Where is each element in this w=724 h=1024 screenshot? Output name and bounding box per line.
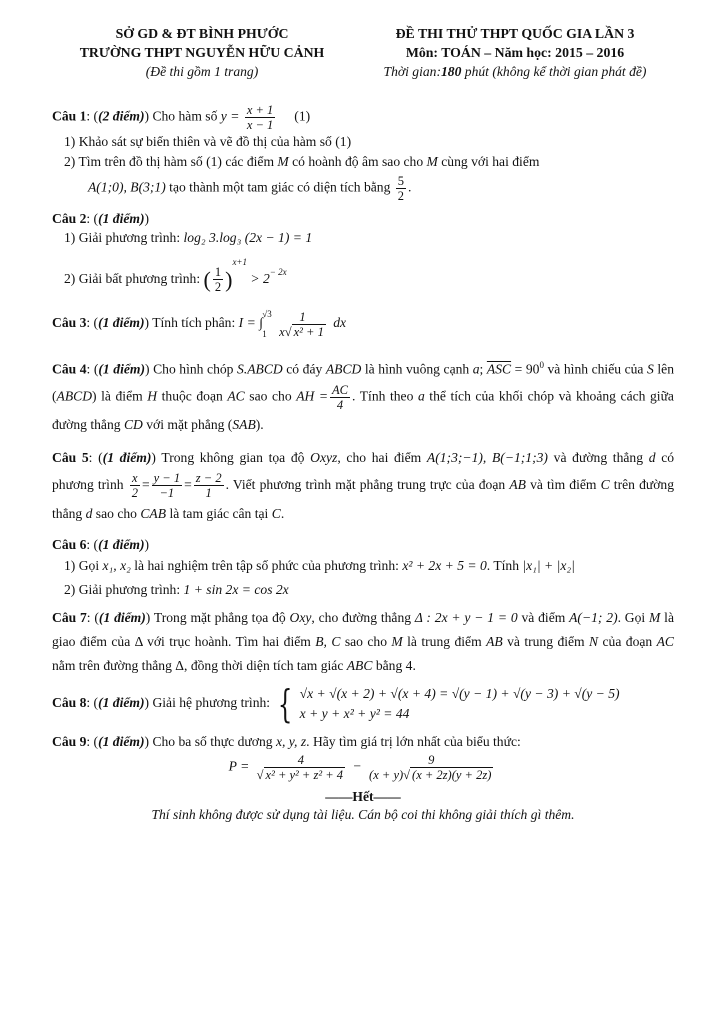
exam-title: ĐỀ THI THỬ THPT QUỐC GIA LẦN 3 — [395, 26, 635, 41]
footer-note: Thí sinh không được sử dụng tài liệu. Cán bộ coi thi không giải thích gì thêm. — [151, 807, 575, 823]
fraction: $\frac{AC}{4}$ — [332, 382, 349, 412]
exam-duration: Thời gian:180 phút (không kể thời gian phát đề) — [383, 64, 647, 79]
question-3: Câu 3: ((1 điểm)) Tính tích phân: I = ∫ √3 1 $\frac{1}{\text{x√ x² + 1}}$ dx — [52, 309, 347, 340]
q6-part2: 2) Giải phương trình: 1 + sin 2x = cos 2x — [64, 582, 289, 598]
question-5: Câu 5: ((1 điểm)) Trong không gian tọa độ Oxyz, cho hai điểm A(1;3;−1), B(−1;1;3) và đường thẳng d có phương trình $\frac{x}{2}$ = $\frac{y - 1}{-1}$ = $\frac{z - 2}{1}$ . Viết phương trình mặt phẳng trung trực của đoạn AB và tìm điểm C trên đường thẳng d sao cho CAB là tam giác cân tại C. — [52, 449, 675, 522]
fraction: $\frac{1}{2}$ — [214, 265, 222, 295]
header-right — [356, 24, 674, 81]
question-2: Câu 2: ((1 điểm)) — [52, 211, 150, 226]
system-row-1: √x + √(x + 2) + √(x + 4) = √(y − 1) + √(y − 3) + √(y − 5) — [299, 686, 620, 702]
fraction: $\frac{x}{2}$ — [131, 471, 138, 501]
fraction: $\frac{y - 1}{-1}$ — [153, 471, 181, 501]
fraction: $\frac{5}{2}$ — [397, 174, 405, 203]
question-8: Câu 8: ((1 điểm)) Giải hệ phương trình: { √x + √(x + 2) + √(x + 4) = √(y − 1) + √(y − 3) + √(y − 5) x + y + x² + y² = 44 — [52, 682, 620, 727]
q2-part1: 1) Giải phương trình: log₂ 3.log₃ (2x − 1) = 1 — [64, 230, 313, 245]
q1-part1: 1) Khảo sát sự biến thiên và vẽ đồ thị của hàm số (1) — [64, 134, 352, 149]
q1-part2: 2) Tìm trên đồ thị hàm số (1) các điểm M có hoành độ âm sao cho M cùng với hai điểm — [64, 154, 540, 169]
system-row-2: x + y + x² + y² = 44 — [299, 706, 410, 722]
school-name: TRƯỜNG THPT NGUYỄN HỮU CẢNH — [79, 45, 325, 60]
exam-subject: Môn: TOÁN – Năm học: 2015 – 2016 — [405, 45, 625, 60]
exam-header — [52, 24, 674, 81]
equation-system: { √x + √(x + 2) + √(x + 4) = √(y − 1) + √(y − 3) + √(y − 5) x + y + x² + y² = 44 — [278, 682, 620, 727]
points: (2 điểm) — [98, 108, 145, 124]
q2-part2: 2) Giải bất phương trình: ( $\frac{1}{2}$ )$^{x+1} > 2^{- 2x}$ — [64, 257, 287, 295]
q1-part2-cont: A(1;0), B(3;1) tạo thành một tam giác có diện tích bằng $\frac{5}{2}$ . — [88, 174, 412, 203]
end-mark: ——Hết—— — [325, 789, 401, 805]
question-6: Câu 6: ((1 điểm)) — [52, 537, 150, 553]
fraction: $\frac{x + 1}{x - 1}$ — [246, 103, 274, 132]
exam-page — [52, 24, 674, 824]
question-4: Câu 4: ((1 điểm)) Cho hình chóp S.ABCD có đáy ABCD là hình vuông cạnh a; $\overline{ASC} = 90^0$ và hình chiếu của S lên (ABCD) là điểm H thuộc đoạn AC sao cho AH = $\frac{AC}{4}$ . Tính theo a thể tích của khối chóp và khoảng cách giữa đường thẳng CD với mặt phẳng (SAB). — [52, 360, 674, 432]
q6-part1: 1) Gọi x₁, x₂ là hai nghiệm trên tập số phức của phương trình: x² + 2x + 5 = 0. Tính |x₁| + |x₂| — [64, 558, 575, 574]
page-count-note: (Đề thi gồm 1 trang) — [145, 64, 259, 79]
q9-expression: P = $\frac{4}{\text{√ x² + y² + z² + 4}}$ − $\frac{9}{(x + y)√ (x + 2z)(y + 2z)}$ — [52, 753, 674, 782]
header-left — [52, 24, 352, 81]
question-7: Câu 7: ((1 điểm)) Trong mặt phẳng tọa độ Oxy, cho đường thẳng Δ : 2x + y − 1 = 0 và điểm A(−1; 2). Gọi M là giao điểm của Δ với trục hoành. Tìm hai điểm B, C sao cho M là trung điểm AB và trung điểm N của đoạn AC nằm trên đường thẳng Δ, đồng thời diện tích tam giác ABC bằng 4. — [52, 610, 674, 674]
fraction: $\frac{4}{\text{√ x² + y² + z² + 4}}$ — [256, 753, 344, 783]
fraction: $\frac{1}{\text{x√ x² + 1}}$ — [279, 309, 324, 339]
fraction: $\frac{9}{(x + y)√ (x + 2z)(y + 2z)}$ — [369, 753, 492, 783]
department-name: SỞ GD & ĐT BÌNH PHƯỚC — [115, 26, 289, 41]
fraction: $\frac{z - 2}{1}$ — [195, 471, 222, 501]
question-9: Câu 9: ((1 điểm)) Cho ba số thực dương x, y, z. Hãy tìm giá trị lớn nhất của biểu thức: — [52, 734, 521, 750]
question-1: Câu 1: ((2 điểm)) Cho hàm số y = $\frac{x + 1}{x - 1}$ (1) — [52, 103, 311, 132]
